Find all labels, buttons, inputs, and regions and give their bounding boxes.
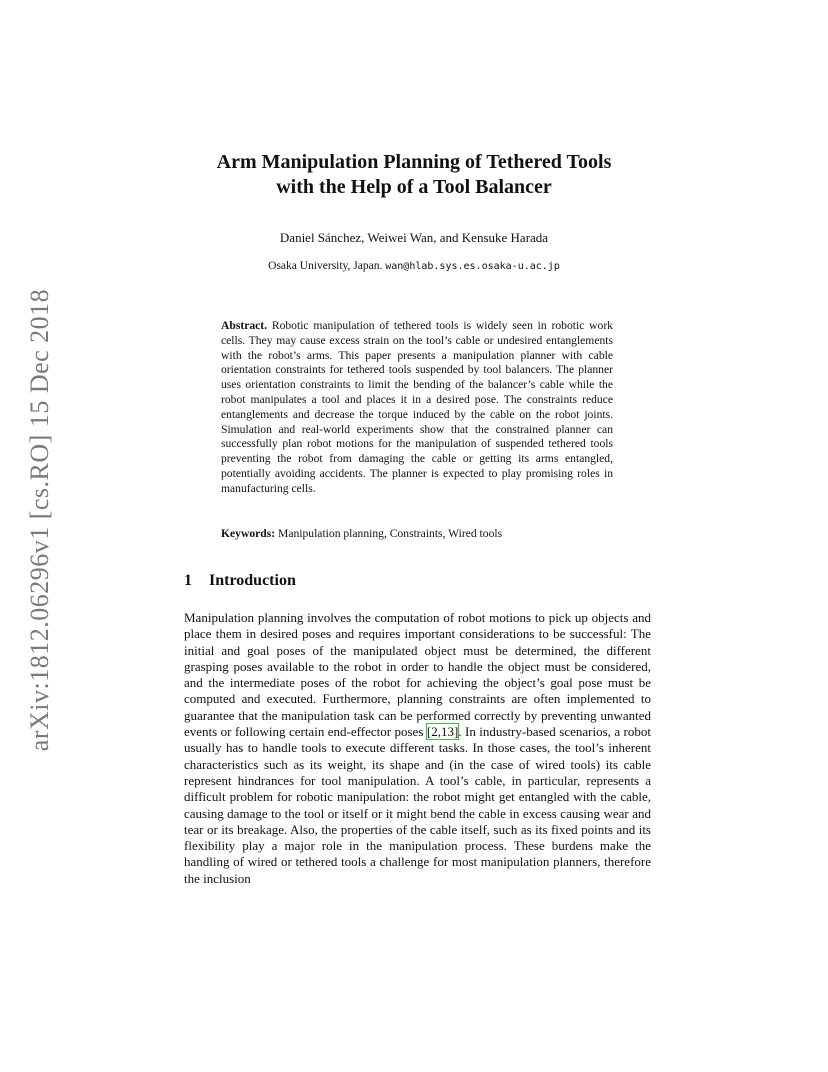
paper-title-line-2: with the Help of a Tool Balancer xyxy=(276,176,552,198)
section-title: Introduction xyxy=(209,572,296,589)
section-number: 1 xyxy=(184,572,192,589)
paper-title-line-1: Arm Manipulation Planning of Tethered Tools xyxy=(216,151,612,173)
keywords xyxy=(221,527,613,540)
introduction-paragraph xyxy=(184,610,651,887)
keywords-text: Manipulation planning, Constraints, Wired tools xyxy=(278,527,503,540)
arxiv-identifier-text: arXiv:1812.06296v1 [cs.RO] 15 Dec 2018 xyxy=(25,288,54,752)
contact-email[interactable]: wan@hlab.sys.es.osaka-u.ac.jp xyxy=(385,261,560,272)
abstract-text: Robotic manipulation of tethered tools is widely seen in robotic work cells. They may cause excess strain on the tool’s cable or undesired entanglements with the robot’s arms. This paper presents a manipulation planner with cable orientation constraints for tethered tools suspended by tool balancers. The planner uses orientation constraints to limit the bending of the balancer’s cable while the robot manipulates a tool and places it in a desired pose. The constraints reduce entanglements and decrease the torque induced by the cable on the robot joints. Simulation and real-world experiments show that the constrained planner can successfully plan robot motions for the manipulation of suspended tethered tools preventing the robot from damaging the cable or getting its arms entangled, potentially avoiding accidents. The planner is expected to play promising roles in manufacturing cells. xyxy=(221,319,613,495)
affiliation-institution: Osaka University, Japan. xyxy=(268,260,383,272)
abstract xyxy=(221,319,613,497)
paper-title xyxy=(150,150,678,200)
citation-link[interactable]: [2,13] xyxy=(426,724,459,740)
affiliation xyxy=(150,260,678,272)
author-list: Daniel Sánchez, Weiwei Wan, and Kensuke Harada xyxy=(279,230,549,245)
keywords-label: Keywords: xyxy=(221,527,276,540)
abstract-label: Abstract. xyxy=(221,319,268,332)
section-heading-introduction xyxy=(184,572,296,590)
intro-text-part-2: . In industry-based scenarios, a robot usually has to handle tools to execute different tasks. In those cases, the tool’s inherent characteristics such as its weight, its shape and (in the case of wired tools) its cable represent hindrances for tool manipulation. A tool’s cable, in particular, represents a difficult problem for robotic manipulation: the robot might get entangled with the cable, causing damage to the tool or itself or it might bend the cable in excess causing wear and tear or its breakage. Also, the properties of the cable itself, such as its fixed points and its flexibility play a major role in the manipulation process. These burdens make the handling of wired or tethered tools a challenge for most manipulation planners, therefore the inclusion xyxy=(184,724,652,886)
intro-text-part-1: Manipulation planning involves the computation of robot motions to pick up objects and place them in desired poses and requires important considerations to be successful: The initial and goal poses of the manipulated object must be determined, the different grasping poses available to the robot in order to handle the object must be considered, and the intermediate poses of the robot for achieving the object’s goal pose must be computed and executed. Furthermore, planning constraints are often implemented to guarantee that the manipulation task can be performed correctly by preventing unwanted events or following certain end-effector poses xyxy=(184,610,651,740)
